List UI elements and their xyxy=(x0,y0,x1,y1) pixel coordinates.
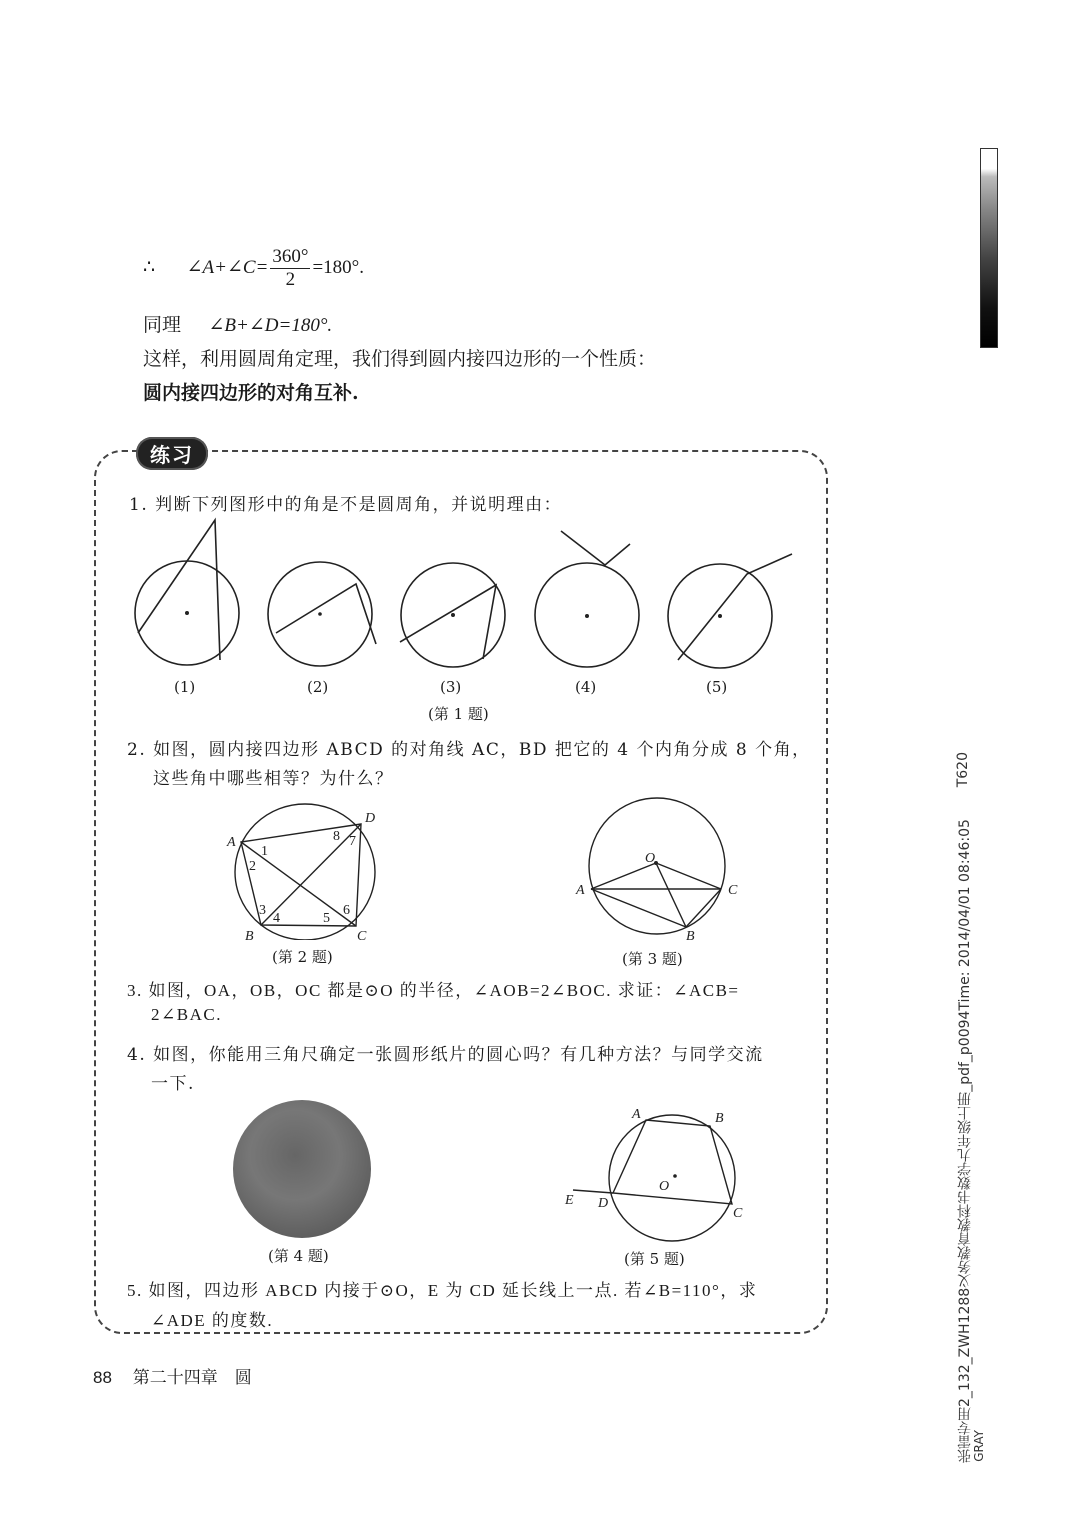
fig5-caption: (第 5 题) xyxy=(624,1250,685,1268)
q1-fig-label-4: (4) xyxy=(575,678,597,696)
question-4-line-2: 一下. xyxy=(151,1074,195,1094)
grayscale-calibration-bar xyxy=(980,148,998,348)
fig2-label-B: B xyxy=(245,929,254,940)
equation-rhs: =180°. xyxy=(312,256,365,278)
svg-text:5: 5 xyxy=(323,911,330,926)
question-3-line-1: 3. 如图，OA，OB，OC 都是⊙O 的半径，∠AOB=2∠BOC. 求证：∠ACB= xyxy=(127,981,740,1000)
fig2-label-A: A xyxy=(227,835,236,850)
svg-text:2: 2 xyxy=(249,859,256,874)
chapter-title: 第二十四章 圆 xyxy=(132,1368,252,1388)
page-footer xyxy=(93,1363,252,1388)
svg-text:3: 3 xyxy=(259,903,266,918)
scan-stamp-gray: GRAY xyxy=(972,1430,986,1462)
q1-fig-label-3: (3) xyxy=(440,678,462,696)
figure-5 xyxy=(555,1100,765,1250)
scan-stamp-text: 张雷专用2_132_ZWH1288义务教育教科书数学九年级上册_pdf_p0094Time: 2014/04/01 08:46:05 xyxy=(957,819,973,1463)
question-3-line-2: 2∠BAC. xyxy=(151,1005,222,1024)
page-number: 88 xyxy=(93,1368,112,1387)
svg-text:C: C xyxy=(728,883,738,898)
svg-text:C: C xyxy=(733,1206,743,1221)
svg-text:O: O xyxy=(645,851,656,866)
q1-caption: (第 1 题) xyxy=(428,705,489,723)
svg-text:A: A xyxy=(632,1107,641,1122)
exercise-badge: 练习 xyxy=(136,437,208,470)
q1-fig-label-1: (1) xyxy=(174,678,196,696)
svg-text:1: 1 xyxy=(261,844,268,859)
svg-text:D: D xyxy=(598,1196,609,1211)
question-2-line-2: 这些角中哪些相等？为什么？ xyxy=(153,769,394,789)
fig4-caption: (第 4 题) xyxy=(268,1247,329,1265)
fig2-label-C: C xyxy=(357,929,367,940)
proof-line-2: 同理 ∠B+∠D=180°. xyxy=(143,315,333,336)
question-4-line-1: 4. 如图，你能用三角尺确定一张圆形纸片的圆心吗？有几种方法？与同学交流 xyxy=(127,1045,764,1065)
fig2-caption: (第 2 题) xyxy=(272,948,333,966)
q1-fig-label-5: (5) xyxy=(706,678,728,696)
proof-line-1 xyxy=(143,246,364,291)
fig3-caption: (第 3 题) xyxy=(622,950,683,968)
fig2-label-D: D xyxy=(365,811,376,826)
q1-figures xyxy=(120,515,800,695)
question-2-line-1: 2. 如图，圆内接四边形 ABCD 的对角线 AC，BD 把它的 4 个内角分成 8 个角， xyxy=(127,740,811,760)
fraction: $\frac{360^\circ}{2}$ xyxy=(272,246,309,290)
figure-2 xyxy=(225,800,385,940)
therefore-symbol: ∴ xyxy=(143,256,156,278)
proof-line-3: 这样，利用圆周角定理，我们得到圆内接四边形的一个性质： xyxy=(143,348,657,370)
svg-text:7: 7 xyxy=(349,834,356,849)
svg-text:B: B xyxy=(715,1111,724,1126)
svg-text:A: A xyxy=(576,883,585,898)
figure-4-paper-circle xyxy=(233,1100,371,1238)
svg-text:4: 4 xyxy=(273,911,280,926)
question-5-line-2: ∠ADE 的度数. xyxy=(151,1311,274,1330)
question-5-line-1: 5. 如图，四边形 ABCD 内接于⊙O，E 为 CD 延长线上一点. 若∠B=110°，求 xyxy=(127,1281,758,1300)
svg-text:8: 8 xyxy=(333,829,340,844)
equation-lhs: ∠A+∠C= xyxy=(186,256,269,278)
figure-3 xyxy=(570,790,750,950)
svg-text:6: 6 xyxy=(343,903,350,918)
stamp-code: T620 xyxy=(955,752,971,788)
question-1: 1. 判断下列图形中的角是不是圆周角，并说明理由： xyxy=(129,495,563,515)
svg-text:E: E xyxy=(565,1193,574,1208)
theorem-statement: 圆内接四边形的对角互补. xyxy=(143,382,359,404)
q1-fig-label-2: (2) xyxy=(307,678,329,696)
svg-text:O: O xyxy=(659,1179,670,1194)
svg-text:B: B xyxy=(686,929,695,944)
